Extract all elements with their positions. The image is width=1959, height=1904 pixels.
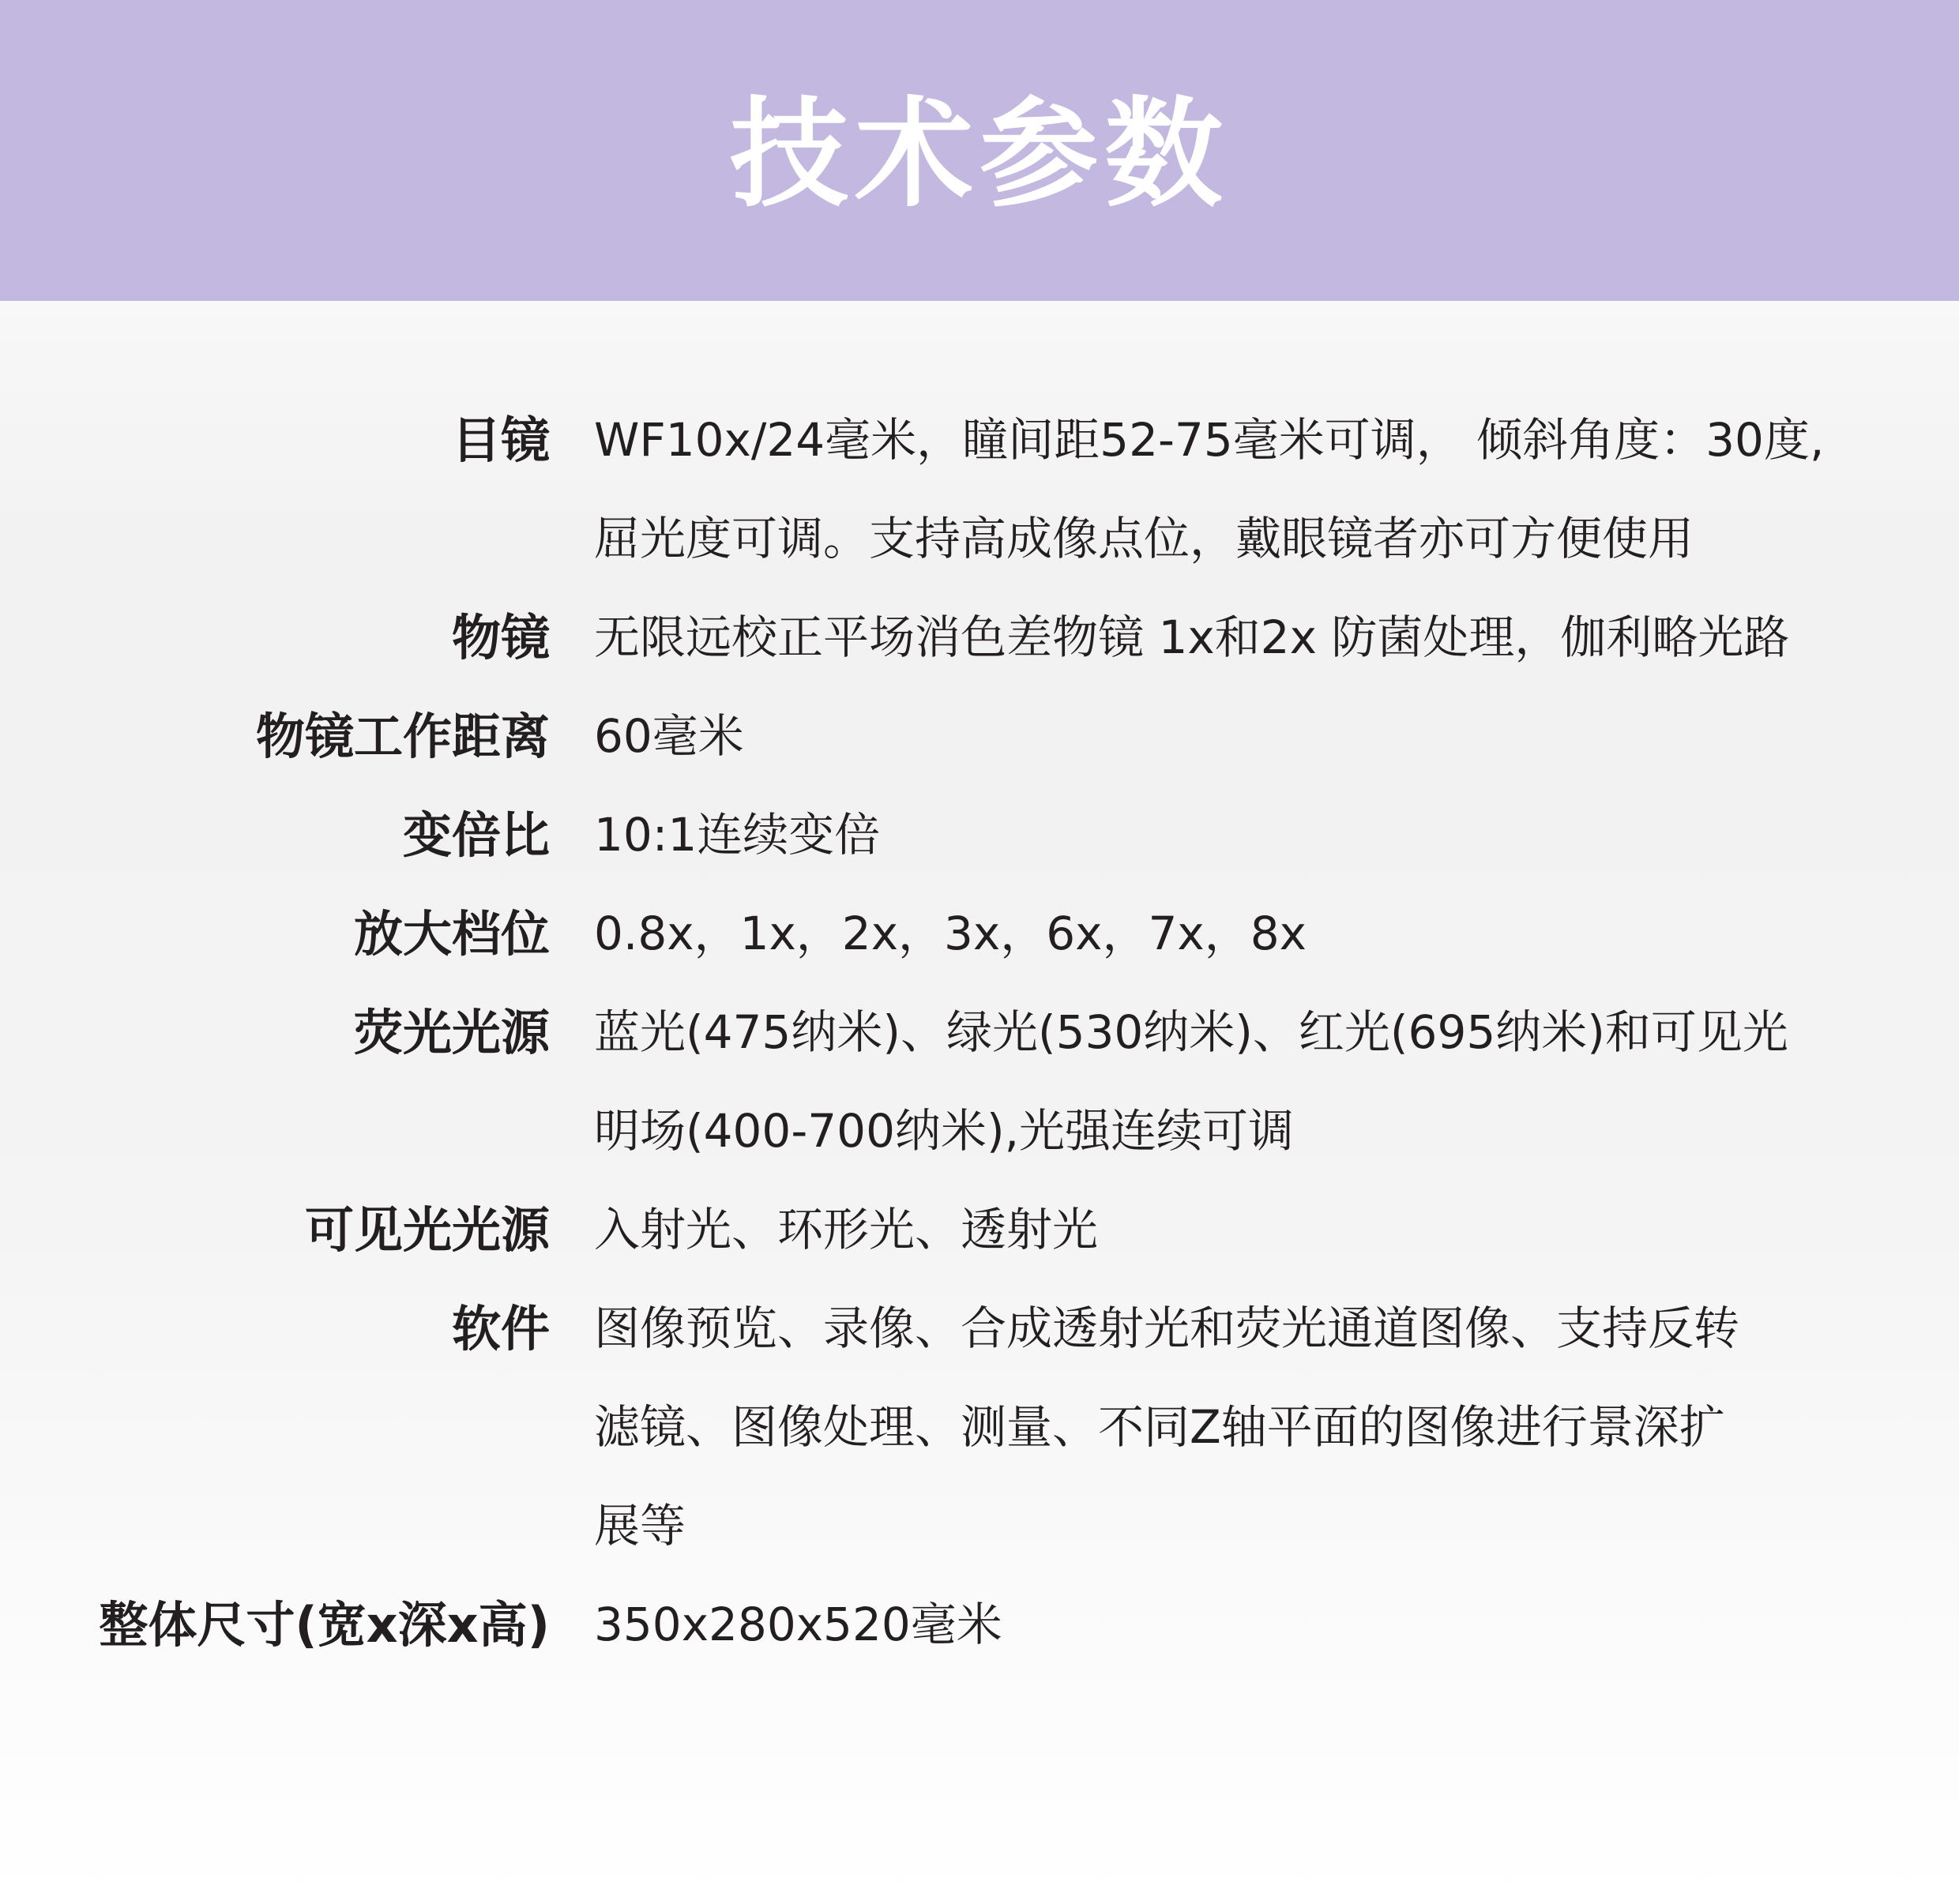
spec-value-line: 展等 xyxy=(594,1499,686,1553)
spec-value-line: 入射光、环形光、透射光 xyxy=(594,1203,1099,1256)
spec-value-line: 10:1连续变倍 xyxy=(594,808,881,862)
header-banner xyxy=(0,0,1959,301)
spec-row-visible-light xyxy=(0,1181,1959,1279)
spec-value xyxy=(594,786,1842,884)
spec-label: 变倍比 xyxy=(402,806,550,864)
page-title: 技术参数 xyxy=(729,85,1229,223)
spec-value-line: 滤镜、图像处理、测量、不同Z轴平面的图像进行景深扩 xyxy=(594,1400,1725,1454)
spec-value-line: WF10x/24毫米，瞳间距52-75毫米可调， 倾斜角度：30度, xyxy=(594,413,1825,467)
spec-label: 物镜工作距离 xyxy=(255,708,550,765)
spec-row-eyepiece xyxy=(0,391,1959,588)
spec-label: 目镜 xyxy=(451,411,550,469)
spec-value xyxy=(594,1279,1842,1575)
spec-label: 整体尺寸(宽x深x高) xyxy=(99,1596,550,1654)
spec-label: 可见光光源 xyxy=(304,1201,550,1259)
spec-label: 物镜 xyxy=(451,609,550,667)
spec-value xyxy=(594,884,1842,983)
spec-value-line: 蓝光(475纳米)、绿光(530纳米)、红光(695纳米)和可见光 xyxy=(594,1005,1788,1059)
spec-row-software xyxy=(0,1279,1959,1575)
spec-label: 软件 xyxy=(451,1300,550,1358)
spec-value-line: 屈光度可调。支持高成像点位，戴眼镜者亦可方便使用 xyxy=(594,512,1694,565)
spec-row-magnification-steps xyxy=(0,884,1959,983)
spec-value-line: 0.8x，1x，2x，3x，6x，7x，8x xyxy=(594,907,1307,960)
spec-value xyxy=(594,1181,1842,1279)
spec-value-line: 350x280x520毫米 xyxy=(594,1598,1002,1651)
spec-row-zoom-ratio xyxy=(0,786,1959,884)
spec-value-line: 图像预览、录像、合成透射光和荧光通道图像、支持反转 xyxy=(594,1301,1740,1355)
spec-value xyxy=(594,983,1842,1181)
spec-value xyxy=(594,687,1842,786)
spec-row-working-distance xyxy=(0,687,1959,786)
spec-value xyxy=(594,391,1842,588)
spec-label: 放大档位 xyxy=(353,905,550,963)
spec-label: 荧光光源 xyxy=(353,1004,550,1061)
spec-value-line: 无限远校正平场消色差物镜 1x和2x 防菌处理，伽利略光路 xyxy=(594,610,1790,664)
spec-value xyxy=(594,1575,1842,1674)
spec-value-line: 60毫米 xyxy=(594,709,744,763)
spec-value xyxy=(594,588,1842,687)
spec-row-fluorescence-light xyxy=(0,983,1959,1181)
spec-row-objective xyxy=(0,588,1959,687)
spec-row-dimensions xyxy=(0,1575,1959,1674)
spec-value-line: 明场(400-700纳米),光强连续可调 xyxy=(594,1104,1295,1158)
spec-table xyxy=(0,391,1959,1674)
